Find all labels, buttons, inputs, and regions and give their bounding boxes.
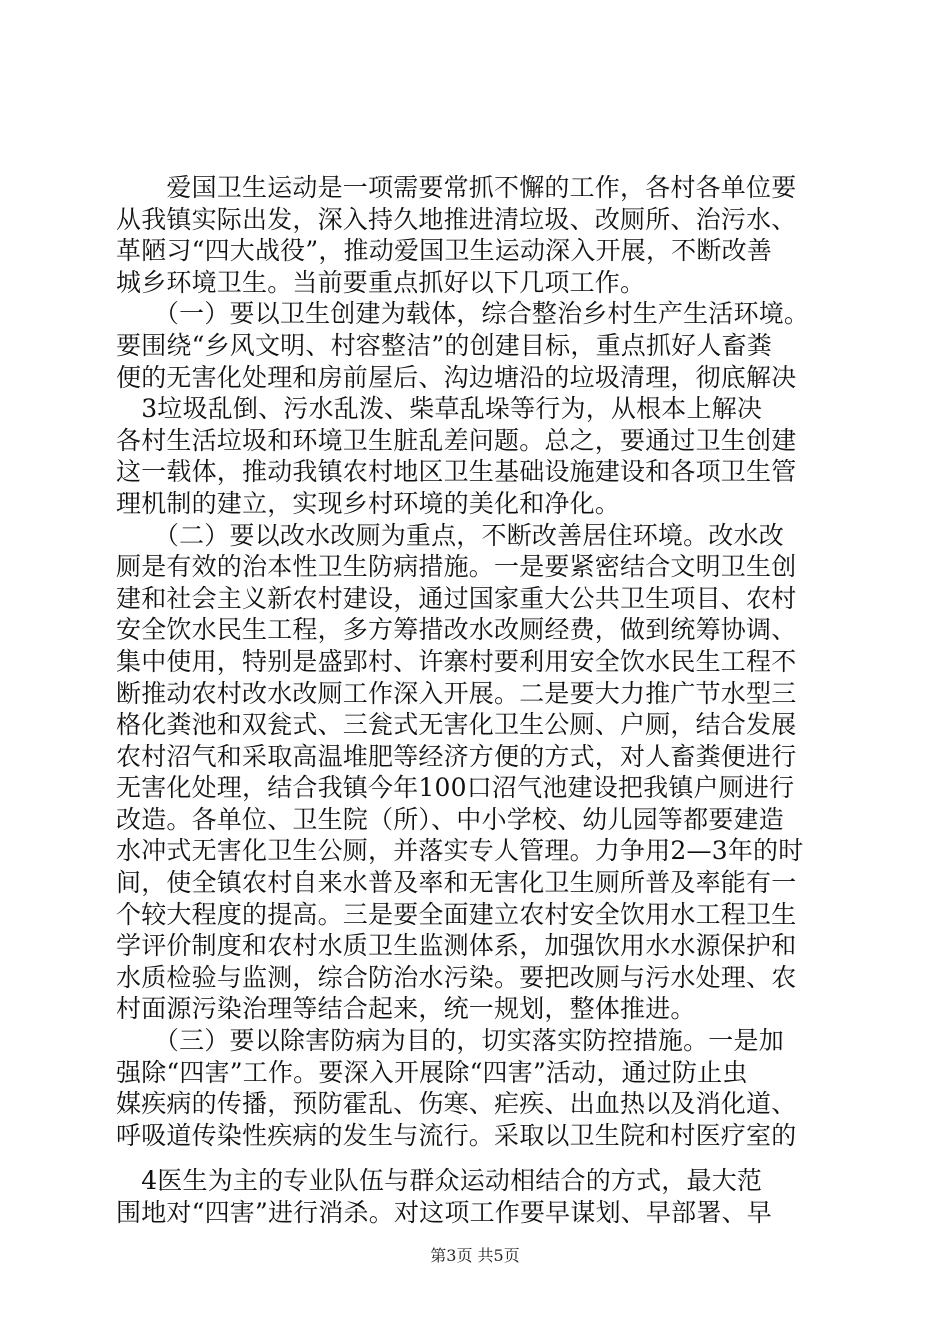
- text-line: 水质检验与监测，综合防治水污染。要把改厕与污水处理、农: [116, 962, 797, 992]
- body-text: [116, 172, 836, 1229]
- text-line: 围地对“四害”进行消杀。对这项工作要早谋划、早部署、早: [116, 1198, 772, 1227]
- text-line: 从我镇实际出发，深入持久地推进清垃圾、改厕所、治污水、: [116, 204, 797, 234]
- text-line: 建和社会主义新农村建设，通过国家重大公共卫生项目、农村: [116, 583, 797, 613]
- text-line: （一）要以卫生创建为载体，综合整治乡村生产生活环境。: [116, 299, 810, 329]
- text-line: 要围绕“乡风文明、村容整洁”的创建目标，重点抓好人畜粪: [116, 330, 772, 360]
- text-line: 改造。各单位、卫生院（所）、中小学校、幼儿园等都要建造: [116, 804, 784, 834]
- text-line: 水冲式无害化卫生公厕，并落实专人管理。力争用2—3年的时: [116, 836, 804, 866]
- text-line: 这一载体，推动我镇农村地区卫生基础设施建设和各项卫生管: [116, 457, 797, 487]
- text-line: 安全饮水民生工程，多方筹措改水改厕经费，做到统筹协调、: [116, 615, 797, 645]
- text-line: 便的无害化处理和房前屋后、沟边塘沿的垃圾清理，彻底解决: [116, 362, 797, 392]
- text-line: 理机制的建立，实现乡村环境的美化和净化。: [116, 488, 621, 518]
- text-line: 集中使用，特别是盛郢村、许寨村要利用安全饮水民生工程不: [116, 646, 797, 676]
- text-line: 无害化处理，结合我镇今年100口沼气池建设把我镇户厕进行: [116, 773, 795, 803]
- text-line: 强除“四害”工作。要深入开展除“四害”活动，通过防止虫: [116, 1057, 748, 1087]
- text-line: 呼吸道传染性疾病的发生与流行。采取以卫生院和村医疗室的: [116, 1120, 797, 1150]
- text-line: 学评价制度和农村水质卫生监测体系，加强饮用水水源保护和: [116, 931, 797, 961]
- text-line: 格化粪池和双瓮式、三瓮式无害化卫生公厕、户厕，结合发展: [116, 710, 797, 740]
- text-line: 爱国卫生运动是一项需要常抓不懈的工作，各村各单位要: [116, 173, 797, 202]
- text-line: 厕是有效的治本性卫生防病措施。一是要紧密结合文明卫生创: [116, 552, 797, 582]
- text-line: 4医生为主的专业队伍与群众运动相结合的方式，最大范: [116, 1166, 763, 1196]
- text-line: （二）要以改水改厕为重点，不断改善居住环境。改水改: [116, 520, 784, 550]
- text-line: 各村生活垃圾和环境卫生脏乱差问题。总之，要通过卫生创建: [116, 425, 797, 455]
- text-line: 间，使全镇农村自来水普及率和无害化卫生厕所普及率能有一: [116, 868, 797, 898]
- text-line: 断推动农村改水改厕工作深入开展。二是要大力推广节水型三: [116, 678, 797, 708]
- text-line: 农村沼气和采取高温堆肥等经济方便的方式，对人畜粪便进行: [116, 741, 797, 771]
- text-line: 村面源污染治理等结合起来，统一规划，整体推进。: [116, 994, 696, 1024]
- text-line: 3垃圾乱倒、污水乱泼、柴草乱垛等行为，从根本上解决: [116, 394, 763, 424]
- text-line: 媒疾病的传播，预防霍乱、伤寒、疟疾、出血热以及消化道、: [116, 1089, 797, 1119]
- text-line: 城乡环境卫生。当前要重点抓好以下几项工作。: [116, 267, 646, 297]
- text-line: 革陋习“四大战役”，推动爱国卫生运动深入开展，不断改善: [116, 236, 772, 266]
- text-line: 个较大程度的提高。三是要全面建立农村安全饮用水工程卫生: [116, 899, 797, 929]
- text-line: （三）要以除害防病为目的，切实落实防控措施。一是加: [116, 1026, 784, 1056]
- page-footer: 第3页 共5页: [430, 1246, 520, 1265]
